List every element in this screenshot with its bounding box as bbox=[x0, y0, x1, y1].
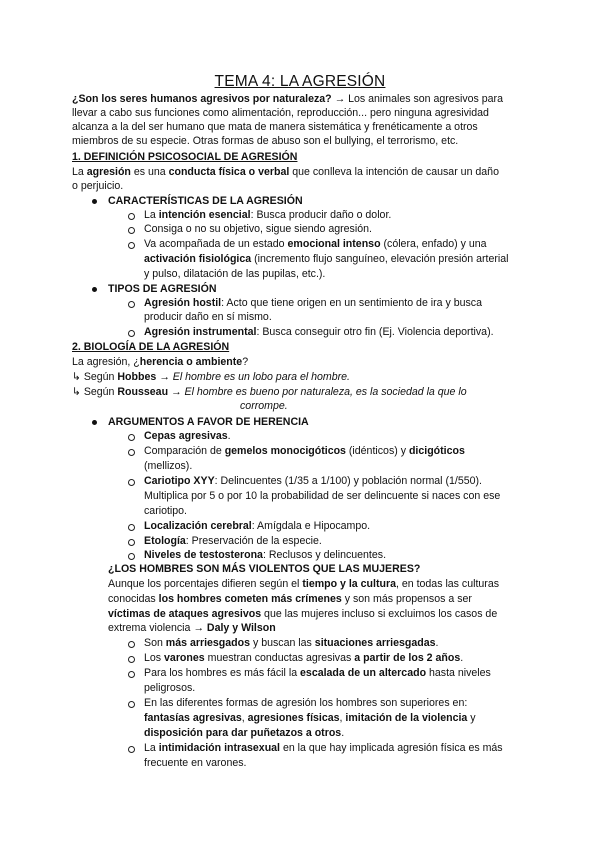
argumento-item-6: Niveles de testosterona: Reclusos y delincuentes. bbox=[144, 549, 387, 561]
bullet-dot-icon bbox=[92, 199, 97, 204]
bullet-circle-icon bbox=[128, 479, 135, 486]
bullet-dot-icon bbox=[92, 287, 97, 292]
argumento-item-2-line-1: Comparación de gemelos monocigóticos (idénticos) y dicigóticos bbox=[144, 445, 465, 457]
bullet-circle-icon bbox=[128, 301, 135, 308]
argumento-item-3-line-2: Multiplica por 5 o por 10 la probabilidad de ser delincuente si naces con ese bbox=[144, 490, 501, 502]
bullet-circle-icon bbox=[128, 330, 135, 337]
hombres-heading: ¿LOS HOMBRES SON MÁS VIOLENTOS QUE LAS MUJERES? bbox=[108, 563, 421, 575]
herencia-question: La agresión, ¿herencia o ambiente? bbox=[72, 356, 249, 368]
caracteristica-item-1: La intención esencial: Busca producir daño o dolor. bbox=[144, 209, 392, 221]
definition-line-1: La agresión es una conducta física o verbal que conlleva la intención de causar un daño bbox=[72, 166, 499, 178]
intro-line-3: alcanza a la del ser humano que mata de manera sistemática y frenéticamente a otros bbox=[72, 121, 478, 133]
hombres-item-4-line-2: fantasías agresivas, agresiones físicas, imitación de la violencia y bbox=[144, 712, 476, 724]
hombres-item-2: Los varones muestran conductas agresivas a partir de los 2 años. bbox=[144, 652, 464, 664]
argumento-item-3-line-3: cariotipo. bbox=[144, 505, 187, 517]
argumentos-heading: ARGUMENTOS A FAVOR DE HERENCIA bbox=[108, 416, 309, 428]
bullet-circle-icon bbox=[128, 227, 135, 234]
argumento-item-2-line-2: (mellizos). bbox=[144, 460, 193, 472]
bullet-circle-icon bbox=[128, 746, 135, 753]
hobbes-line: ↳ Según Hobbes → El hombre es un lobo para el hombre. bbox=[72, 371, 351, 383]
hombres-paragraph-line-2: conocidas los hombres cometen más crímenes y son más propensos a ser bbox=[108, 593, 472, 605]
caracteristica-item-3-line-3: y pulso, dilatación de las pupilas, etc.). bbox=[144, 268, 326, 280]
tipo-item-2: Agresión instrumental: Busca conseguir otro fin (Ej. Violencia deportiva). bbox=[144, 326, 494, 338]
hombres-item-5-line-2: frecuente en varones. bbox=[144, 757, 247, 769]
intro-line-1: ¿Son los seres humanos agresivos por naturaleza? → Los animales son agresivos para bbox=[72, 93, 503, 105]
hombres-paragraph-line-1: Aunque los porcentajes difieren según el tiempo y la cultura, en todas las culturas bbox=[108, 578, 500, 590]
rousseau-line-1: ↳ Según Rousseau → El hombre es bueno por naturaleza, es la sociedad la que lo bbox=[72, 386, 467, 398]
bullet-circle-icon bbox=[128, 213, 135, 220]
tipo-item-1-line-1: Agresión hostil: Acto que tiene origen en un sentimiento de ira y busca bbox=[144, 297, 483, 309]
hombres-item-4-line-3: disposición para dar puñetazos a otros. bbox=[144, 727, 345, 739]
hombres-paragraph-line-4: extrema violencia → Daly y Wilson bbox=[108, 622, 276, 634]
hombres-item-4-line-1: En las diferentes formas de agresión los hombres son superiores en: bbox=[144, 697, 468, 709]
tipo-item-1-line-2: producir daño en sí mismo. bbox=[144, 311, 272, 323]
intro-question: ¿Son los seres humanos agresivos por naturaleza? bbox=[72, 93, 332, 105]
bullet-dot-icon bbox=[92, 420, 97, 425]
section-1-heading: 1. DEFINICIÓN PSICOSOCIAL DE AGRESIÓN bbox=[72, 151, 298, 163]
argumento-item-4: Localización cerebral: Amígdala e Hipocampo. bbox=[144, 520, 371, 532]
bullet-circle-icon bbox=[128, 449, 135, 456]
intro-line-4: miembros de su especie. Otras formas de abuso son el bullying, el terrorismo, etc. bbox=[72, 135, 459, 147]
argumento-item-1: Cepas agresivas. bbox=[144, 430, 231, 442]
bullet-circle-icon bbox=[128, 701, 135, 708]
bullet-circle-icon bbox=[128, 524, 135, 531]
rousseau-line-2: corrompe. bbox=[240, 400, 288, 412]
caracteristica-item-3-line-2: activación fisiológica (incremento flujo sanguíneo, elevación presión arterial bbox=[144, 253, 509, 265]
tipos-heading: TIPOS DE AGRESIÓN bbox=[108, 283, 217, 295]
argumento-item-5: Etología: Preservación de la especie. bbox=[144, 535, 322, 547]
hombres-item-3-line-2: peligrosos. bbox=[144, 682, 196, 694]
hombres-item-3-line-1: Para los hombres es más fácil la escalada de un altercado hasta niveles bbox=[144, 667, 491, 679]
hombres-item-1: Son más arriesgados y buscan las situaciones arriesgadas. bbox=[144, 637, 439, 649]
hombres-paragraph-line-3: víctimas de ataques agresivos que las mujeres incluso si excluimos los casos de bbox=[108, 608, 498, 620]
bullet-circle-icon bbox=[128, 553, 135, 560]
hombres-item-5-line-1: La intimidación intrasexual en la que hay implicada agresión física es más bbox=[144, 742, 503, 754]
bullet-circle-icon bbox=[128, 641, 135, 648]
bullet-circle-icon bbox=[128, 434, 135, 441]
definition-line-2: o perjuicio. bbox=[72, 180, 124, 192]
argumento-item-3-line-1: Cariotipo XYY: Delincuentes (1/35 a 1/100) y población normal (1/550). bbox=[144, 475, 482, 487]
bullet-circle-icon bbox=[128, 656, 135, 663]
caracteristica-item-3-line-1: Va acompañada de un estado emocional intenso (cólera, enfado) y una bbox=[144, 238, 487, 250]
section-2-heading: 2. BIOLOGÍA DE LA AGRESIÓN bbox=[72, 341, 230, 353]
page-title: TEMA 4: LA AGRESIÓN bbox=[214, 73, 386, 90]
caracteristica-item-2: Consiga o no su objetivo, sigue siendo agresión. bbox=[144, 223, 372, 235]
bullet-circle-icon bbox=[128, 242, 135, 249]
intro-line-2: llevar a cabo sus funciones como alimentación, reproducción... pero ninguna agresividad bbox=[72, 107, 489, 119]
bullet-circle-icon bbox=[128, 539, 135, 546]
caracteristicas-heading: CARACTERÍSTICAS DE LA AGRESIÓN bbox=[108, 195, 303, 207]
bullet-circle-icon bbox=[128, 671, 135, 678]
